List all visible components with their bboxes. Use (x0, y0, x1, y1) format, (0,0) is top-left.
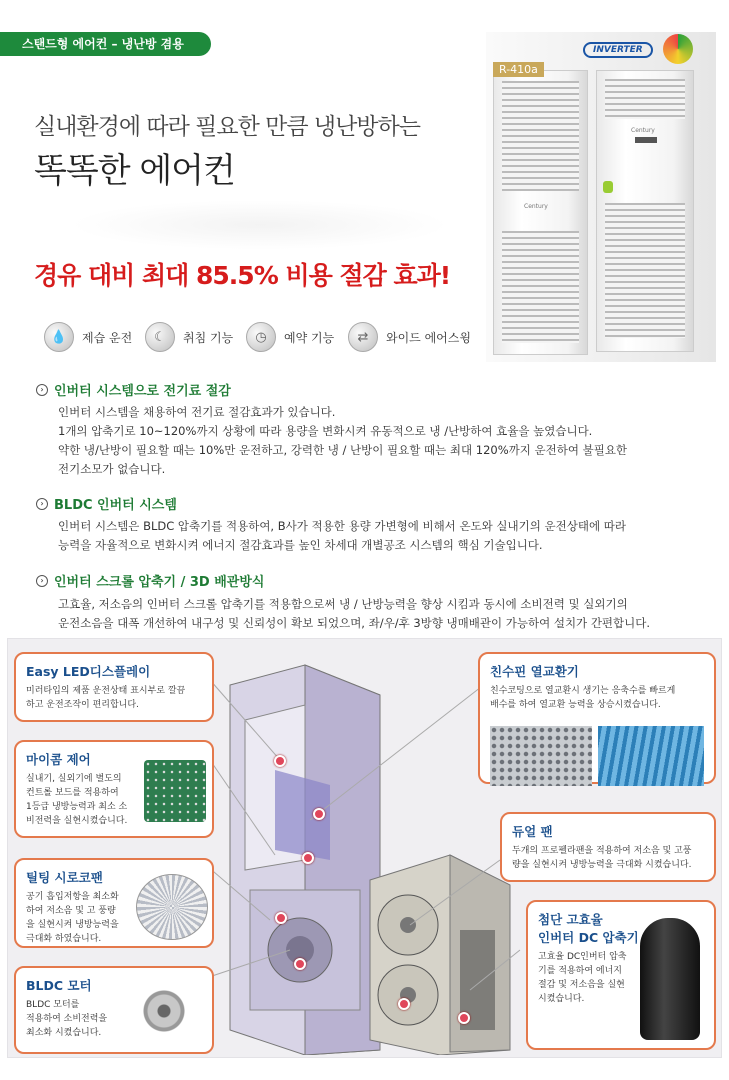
marker-dot (458, 1012, 470, 1024)
control-board-image (144, 760, 206, 822)
feature-timer (246, 320, 334, 354)
arrow-bullet-icon: › (36, 575, 48, 587)
indoor-unit-left (493, 70, 588, 355)
promo-text: 경유 대비 최대 85.5% 비용 절감 효과! (34, 261, 451, 290)
clock-icon: ◷ (246, 322, 276, 352)
glow-decoration (70, 200, 450, 250)
marker-dot (398, 998, 410, 1010)
brand-logo: Century (524, 203, 548, 210)
feature-label: 취침 기능 (183, 330, 234, 345)
callout-sirocco-fan: 틸팅 시로코팬 공기 흡입저항을 최소화 하여 저소음 및 고 풍량 을 실현시켜 냉방능력을 극대화 하였습니다. (14, 858, 214, 948)
feature-swing (348, 320, 471, 354)
droplet-icon: 💧 (44, 322, 74, 352)
section-title: › 인버터 시스템으로 전기료 절감 (36, 380, 231, 399)
energy-label-sticker (603, 181, 613, 193)
marker-dot (275, 912, 287, 924)
callout-dc-compressor: 첨단 고효율 인버터 DC 압축기 고효율 DC인버터 압축 기를 적용하여 에너지 절감 및 저소음을 실현 시켰습니다. (526, 900, 716, 1050)
headline-subtitle: 실내환경에 따라 필요한 만큼 냉난방하는 (34, 114, 420, 140)
marker-dot (313, 808, 325, 820)
marker-dot (274, 755, 286, 767)
coating-texture-image (598, 726, 704, 786)
moon-icon: ☾ (145, 322, 175, 352)
section-title: › BLDC 인버터 시스템 (36, 494, 177, 513)
inverter-logo: INVERTER (583, 42, 653, 58)
callout-led-display: Easy LED디스플레이 미러타입의 제품 운전상태 표시부로 깔끔 하고 운전조작이 편리합니다. (14, 652, 214, 722)
top-grille (502, 81, 579, 191)
section-body: 고효율, 저소음의 인버터 스크롤 압축기를 적용함으로써 냉 / 난방능력을 향상 시킴과 동시에 소비전력 및 실외기의 운전소음을 대폭 개선하여 내구성 및 신뢰성이 확보 되었으며, 좌/우/후 3방향 냉매배관이 가능하여 설치가 간편합니다. (58, 597, 651, 630)
category-badge: 스탠드형 에어컨 – 냉난방 겸용 (0, 32, 211, 56)
swing-icon: ⇄ (348, 322, 378, 352)
bottom-grille (605, 203, 685, 338)
feature-label: 예약 기능 (284, 330, 335, 345)
callout-micom: 마이콤 제어 실내기, 실외기에 별도의 컨트롤 보드를 적용하여 1등급 냉방능력과 최소 소 비전력을 실현시켰습니다. (14, 740, 214, 838)
section-body: 인버터 시스템은 BLDC 압축기를 적용하여, B사가 적용한 용량 가변형에 비해서 온도와 실내기의 운전상태에 따라 능력을 자율적으로 변화시켜 에너지 절감효과를 높인 차세대 개별공조 시스템의 핵심 기술입니다. (58, 519, 626, 552)
indoor-unit-right (596, 70, 694, 352)
callout-fin-heat-exchanger: 친수핀 열교환기 친수코팅으로 열교환시 생기는 응축수를 빠르게 배수를 하여 열교환 능력을 상승시켰습니다. (478, 652, 716, 784)
energy-grade-icon (663, 34, 693, 64)
bldc-motor-image (134, 982, 194, 1040)
marker-dot (294, 958, 306, 970)
marker-dot (302, 852, 314, 864)
arrow-bullet-icon: › (36, 498, 48, 510)
arrow-bullet-icon: › (36, 384, 48, 396)
feature-label: 와이드 에어스윙 (386, 330, 471, 345)
feature-sleep (145, 320, 233, 354)
sirocco-fan-image (136, 874, 208, 940)
top-grille (605, 79, 685, 119)
section-body: 인버터 시스템을 채용하여 전기료 절감효과가 있습니다. 1개의 압축기로 10~120%까지 상황에 따라 용량을 변화시켜 유동적으로 냉 /난방하여 효율을 높였습니다. 약한 냉/난방이 필요할 때는 10%만 운전하고, 강력한 냉 / 난방이 필요할 때는 최대 120%까지 운전하여 불필요한 전기소모가 없습니다. (58, 405, 628, 476)
feature-label: 제습 운전 (82, 330, 133, 345)
callout-dual-fan: 듀얼 팬 두개의 프로펠라팬을 적용하여 저소음 및 고풍 량을 실현시켜 냉방능력을 극대화 시켰습니다. (500, 812, 716, 882)
display-panel (635, 137, 657, 143)
headline-title: 똑똑한 에어컨 (34, 151, 235, 191)
section-title: › 인버터 스크롤 압축기 / 3D 배관방식 (36, 571, 264, 590)
brand-logo: Century (631, 127, 655, 134)
compressor-image (640, 918, 700, 1040)
refrigerant-tag: R-410a (493, 62, 544, 77)
fin-texture-image (490, 726, 592, 786)
feature-dehumidify (44, 320, 132, 354)
bottom-grille (502, 231, 579, 343)
callout-bldc-motor: BLDC 모터 BLDC 모터를 적용하여 소비전력을 최소화 시켰습니다. (14, 966, 214, 1054)
